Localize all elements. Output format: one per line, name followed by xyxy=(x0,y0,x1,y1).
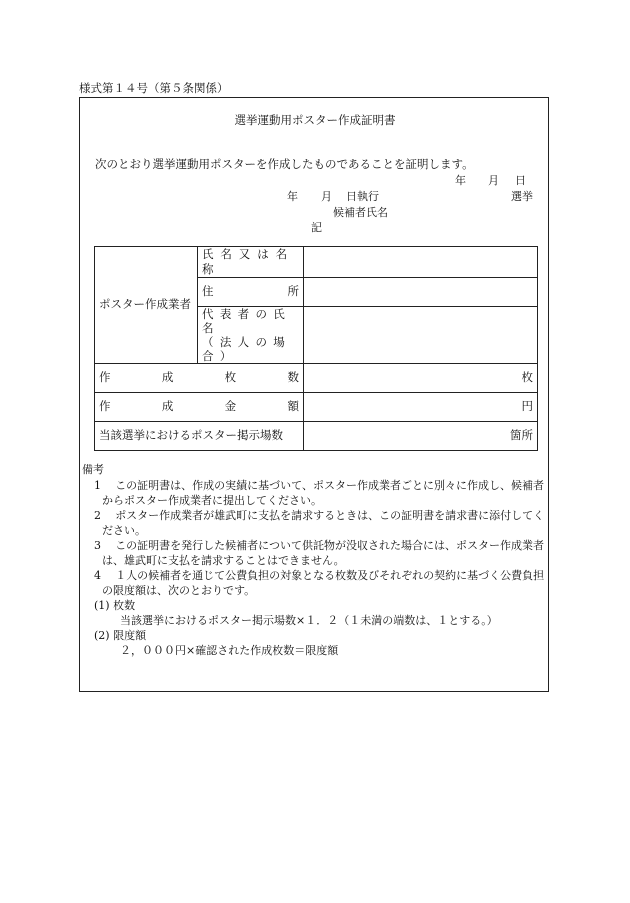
sub-item-2-body: ２，０００円×確認された作成枚数＝限度額 xyxy=(120,644,339,657)
amount-label: 作成金額 xyxy=(95,392,304,421)
election-label: 選挙 xyxy=(511,190,533,203)
table-row xyxy=(95,421,538,450)
table-row xyxy=(95,392,538,421)
form-number: 様式第１４号（第５条関係） xyxy=(79,81,229,95)
cert-date-year: 年 xyxy=(455,174,466,187)
note-item xyxy=(82,538,552,568)
address-label-cell xyxy=(198,277,304,306)
count-field[interactable] xyxy=(304,363,538,392)
amount-unit: 円 xyxy=(521,399,533,414)
note-number: 1 xyxy=(94,479,101,492)
notes-section xyxy=(82,462,552,658)
address-field[interactable] xyxy=(304,277,538,306)
note-item xyxy=(82,508,552,538)
address-label-2: 所 xyxy=(287,284,299,299)
rep-field[interactable] xyxy=(304,306,538,363)
note-number: 2 xyxy=(94,509,101,522)
places-field[interactable] xyxy=(304,421,538,450)
election-date-year: 年 xyxy=(287,190,298,203)
rep-label-line1: 代表者の氏名 xyxy=(202,306,292,335)
sub-item-1-body: 当該選挙におけるポスター掲示場数×１．２（１未満の端数は、１とする。） xyxy=(120,614,498,627)
election-date-day: 日執行 xyxy=(346,190,379,203)
table-row xyxy=(95,363,538,392)
ki-label: 記 xyxy=(311,221,322,234)
rep-label-cell xyxy=(198,306,304,363)
sub-item-2-head: (2) 限度額 xyxy=(94,629,147,642)
count-unit: 枚 xyxy=(521,370,533,385)
cert-date-day: 日 xyxy=(515,174,526,187)
intro-text: 次のとおり選挙運動用ポスターを作成したものであることを証明します。 xyxy=(95,157,474,171)
group-label-cell xyxy=(95,247,198,364)
note-number: 4 xyxy=(94,569,101,582)
cert-date-month: 月 xyxy=(488,174,499,187)
sub-item-1-head: (1) 枚数 xyxy=(94,599,136,612)
election-date-month: 月 xyxy=(321,190,332,203)
name-field[interactable] xyxy=(304,247,538,278)
note-item xyxy=(82,478,552,508)
table-row xyxy=(95,247,538,278)
amount-field[interactable] xyxy=(304,392,538,421)
detail-table xyxy=(94,246,538,451)
places-label: 当該選挙におけるポスター掲示場数 xyxy=(95,421,304,450)
rep-label-line2: （法人の場合） xyxy=(202,334,292,363)
note-number: 3 xyxy=(94,539,101,552)
note-text: １人の候補者を通じて公費負担の対象となる枚数及びそれぞれの契約に基づく公費負担の限度額は、次のとおりです。 xyxy=(102,569,545,597)
note-item xyxy=(82,568,552,598)
group-label: ポスター作成業者 xyxy=(99,297,191,312)
note-text: この証明書は、作成の実績に基づいて、ポスター作成業者ごとに別々に作成し、候補者からポスター作成業者に提出してください。 xyxy=(102,479,544,507)
name-label: 氏名又は名称 xyxy=(198,247,304,278)
candidate-name-label: 候補者氏名 xyxy=(333,206,388,219)
address-label-1: 住 xyxy=(202,284,214,299)
note-text: この証明書を発行した候補者について供託物が没収された場合には、ポスター作成業者は、雄武町に支払を請求することはできません。 xyxy=(102,539,544,567)
places-unit: 箇所 xyxy=(510,428,533,443)
note-text: ポスター作成業者が雄武町に支払を請求するときは、この証明書を請求書に添付してください。 xyxy=(102,509,545,537)
notes-heading: 備考 xyxy=(82,463,104,476)
document-title: 選挙運動用ポスター作成証明書 xyxy=(234,113,396,127)
count-label: 作成枚数 xyxy=(95,363,304,392)
